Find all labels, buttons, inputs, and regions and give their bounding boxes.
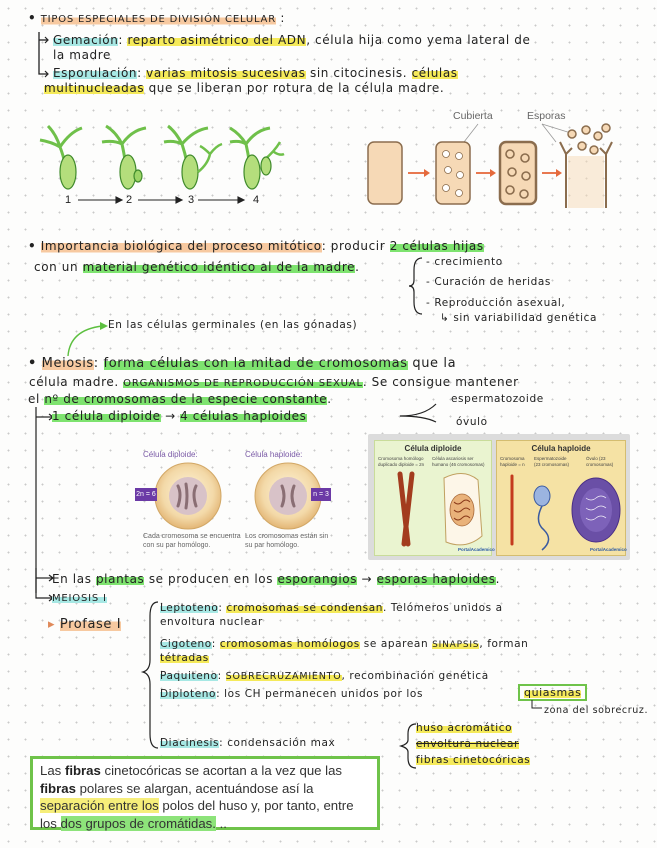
importancia-item-1: - crecimiento — [426, 256, 503, 268]
fig3-diploid-title: Célula diploide: — [143, 450, 198, 459]
diacinesis-item-2: envoltura nuclear — [416, 738, 519, 750]
gemacion-line-2: la madre — [53, 48, 112, 62]
tree-bracket-meiosis — [30, 405, 58, 595]
fig4-left-sub2: Célula ascariosis ser humano (46 cromosomas) — [432, 456, 485, 467]
brace-profase — [140, 600, 160, 750]
meiosis-line: • Meiosis: forma células con la mitad de cromosomas que la — [28, 356, 457, 371]
diploteno-line: Diploteno: los CH permanecen unidos por los — [160, 688, 424, 700]
hydra-label-1: 1 — [65, 194, 72, 206]
importancia-line: • Importancia biológica del proceso mitótico: producir 2 células hijas — [28, 239, 484, 253]
profase-label: ▸ Profase I — [48, 617, 122, 632]
cigoteno-line-2: tétradas — [160, 652, 209, 664]
fig4-left-title: Célula diploide — [404, 444, 462, 453]
meiosis-line-3: el nº de cromosomas de la especie constante. — [28, 392, 332, 406]
diacinesis-item-1: huso acromático — [416, 722, 513, 734]
fig3-haploid-title: Célula haploide: — [245, 450, 303, 459]
fig4-brand-right: PortalAcademico — [590, 547, 627, 552]
importancia-line-2: con un material genético idéntico al de la madre. — [34, 260, 360, 274]
fig3-caption-diploid: Cada cromosoma se encuentra con su par homólogo. — [143, 533, 241, 549]
plantas-line: En las plantas se producen en los esporangios → esporas haploides. — [52, 572, 501, 586]
importancia-item-3: - Reproducción asexual, — [426, 297, 566, 309]
fig4-brand-left: PortalAcademico — [458, 547, 495, 552]
importancia-item-2: - Curación de heridas — [426, 276, 551, 288]
section-title-tipos: • TIPOS ESPECIALES DE DIVISIÓN CELULAR : — [28, 11, 286, 25]
esporulacion-line: Esporulación: varias mitosis sucesivas sin citocinesis. células — [53, 66, 458, 80]
leptoteno-line: Leptoteno: cromosomas se condensan. Telómeros unidos a — [160, 602, 503, 614]
gemacion-line: Gemación: reparto asimétrico del ADN, célula hija como yema lateral de — [53, 33, 531, 47]
fig3-cells — [136, 460, 336, 532]
paquiteno-line: Paquiteno: SOBRECRUZAMIENTO, recombinación genética — [160, 670, 489, 682]
spore-label-esporas: Esporas — [527, 110, 566, 122]
diacinesis-line: Diacinesis: condensación max — [160, 737, 336, 749]
brace-importancia — [408, 256, 424, 316]
fig4-drawings — [374, 466, 626, 554]
fibras-note-box: Las fibras cinetocóricas se acortan a la vez que las fibras polares se alargan, acentuándose así la separación entre los polos del huso y, por tanto, entre los dos grupos de cromátidas. .. — [30, 756, 380, 830]
spore-label-cubierta: Cubierta — [453, 110, 493, 122]
germinales-note: En las células germinales (en las gónadas) — [108, 319, 358, 331]
meiosis-line-2: célula madre. ORGANISMOS DE REPRODUCCIÓN SEXUAL. Se consigue mantener — [29, 375, 519, 389]
fig4-right-sub1: Cromosoma haploide = n — [500, 456, 525, 467]
brace-diacinesis — [398, 722, 418, 770]
meiosis-i-label: MEIOSIS I — [52, 593, 107, 604]
importancia-item-4: ↳ sin variabilidad genética — [440, 312, 598, 324]
hydra-label-4: 4 — [253, 194, 260, 206]
arrow-germinales — [56, 320, 112, 360]
esporulacion-line-2: multinucleadas que se liberan por rotura de la célula madre. — [44, 81, 445, 95]
fig3-caption-haploid: Los cromosomas están sin su par homólogo. — [245, 533, 329, 549]
gamete-ovulo: óvulo — [456, 416, 488, 428]
hydra-label-3: 3 — [188, 194, 195, 206]
diploide-haploide-line: 1 célula diploide → 4 células haploides — [52, 409, 307, 423]
fork-gametes — [398, 398, 454, 434]
gamete-espermatozoide: espermatozoide — [451, 393, 544, 405]
arrow-quiasmas — [528, 700, 544, 714]
fig4-left-sub1: Cromosoma homólogo duplicado diploide = 2n — [378, 456, 425, 467]
fig3-badge-2n: 2n = 6 — [135, 488, 157, 501]
fig4-right-sub3: Óvulo (23 cromosomas) — [586, 456, 614, 467]
cigoteno-line: Cigoteno: cromosomas homólogos se aparean SINAPSIS, forman — [160, 638, 529, 650]
fig4-right-sub2: Espermatozoide (23 cromosomas) — [534, 456, 570, 467]
fig3-badge-n: n = 3 — [311, 488, 331, 501]
tree-bracket-1 — [36, 30, 50, 82]
hydra-label-2: 2 — [126, 194, 133, 206]
diacinesis-item-3: fibras cinetocóricas — [416, 754, 531, 766]
sobrecruz-note: zona del sobrecruz. — [544, 705, 649, 716]
leptoteno-line-2: envoltura nuclear — [160, 616, 263, 628]
fig4-right-title: Célula haploide — [531, 444, 591, 453]
quiasmas-box: quiasmas — [518, 684, 587, 701]
esporulacion-figure — [360, 120, 628, 216]
